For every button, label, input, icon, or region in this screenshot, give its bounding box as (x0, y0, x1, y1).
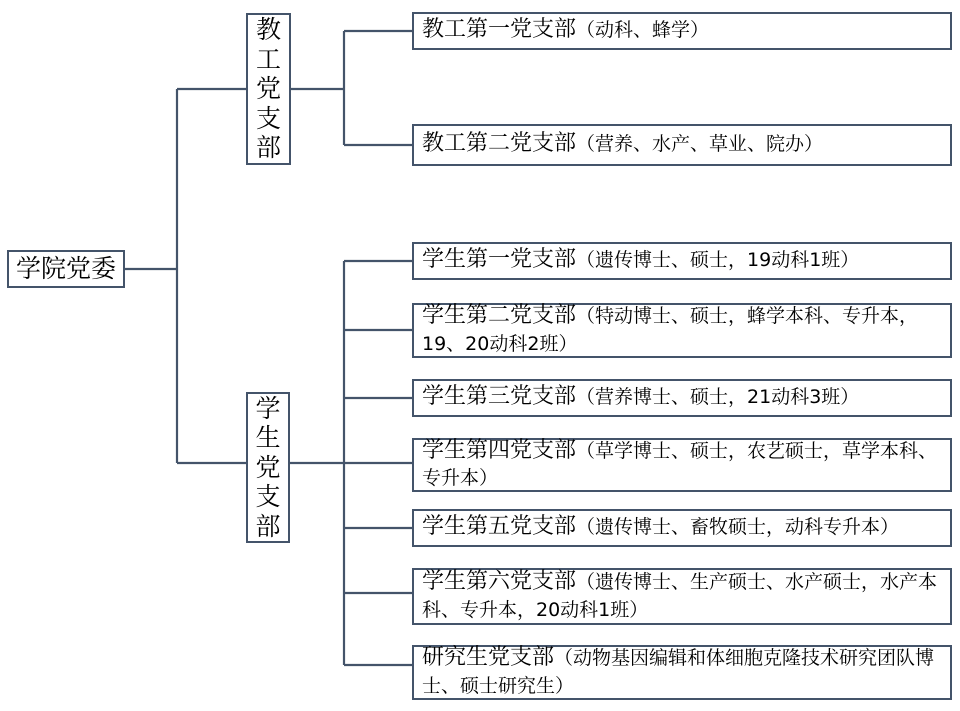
branch-name: 教工第一党支部 (422, 17, 577, 43)
branch-detail: （遗传博士、畜牧硕士，动科专升本） (576, 516, 900, 539)
branch-detail: （动科、蜂学） (576, 19, 710, 42)
leaf-text (422, 303, 942, 358)
branch-name: 学生第四党支部 (422, 437, 577, 463)
root-box-college-party-committee (7, 250, 125, 288)
branch-name: 教工第二党支部 (422, 131, 577, 157)
branch-name: 学生第三党支部 (422, 384, 577, 410)
leaf-box-student-4 (412, 438, 952, 492)
leaf-box-student-3 (412, 379, 952, 417)
branch-detail: （特动博士、硕士，蜂学本科、专升本，19、20动科2班） (422, 305, 919, 355)
student-branch-box (246, 392, 290, 543)
leaf-text (422, 247, 859, 275)
branch-detail: （草学博士、硕士，农艺硕士，草学本科、专升本） (422, 439, 938, 489)
faculty-branch-box (246, 13, 291, 165)
branch-name: 研究生党支部 (422, 645, 555, 670)
branch-name: 学生第二党支部 (422, 303, 577, 328)
branch-name: 学生第六党支部 (422, 569, 577, 594)
branch-detail: （动物基因编辑和体细胞克隆技术研究团队博士、硕士研究生） (422, 647, 935, 697)
branch-detail: （营养博士、硕士，21动科3班） (576, 386, 860, 409)
leaf-text (422, 384, 859, 412)
leaf-text (422, 569, 942, 624)
leaf-text (422, 438, 942, 493)
leaf-box-faculty-1 (412, 12, 952, 50)
leaf-box-graduate (412, 645, 952, 700)
leaf-box-student-1 (412, 242, 952, 280)
branch-detail: （营养、水产、草业、院办） (576, 133, 824, 156)
leaf-box-student-2 (412, 303, 952, 358)
branch-name: 学生第五党支部 (422, 514, 577, 540)
leaf-box-student-6 (412, 568, 952, 625)
root-label: 学院党委 (15, 254, 116, 283)
faculty-branch-label: 教工党支部 (255, 15, 281, 163)
branch-detail: （遗传博士、生产硕士、水产硕士，水产本科、专升本，20动科1班） (422, 571, 938, 621)
leaf-box-faculty-2 (412, 124, 952, 166)
leaf-text (422, 645, 942, 700)
leaf-text (422, 17, 709, 45)
branch-name: 学生第一党支部 (422, 247, 577, 273)
branch-detail: （遗传博士、硕士，19动科1班） (576, 249, 860, 272)
student-branch-label: 学生党支部 (255, 393, 281, 541)
leaf-text (422, 131, 823, 159)
leaf-text (422, 514, 899, 542)
leaf-box-student-5 (412, 509, 952, 547)
